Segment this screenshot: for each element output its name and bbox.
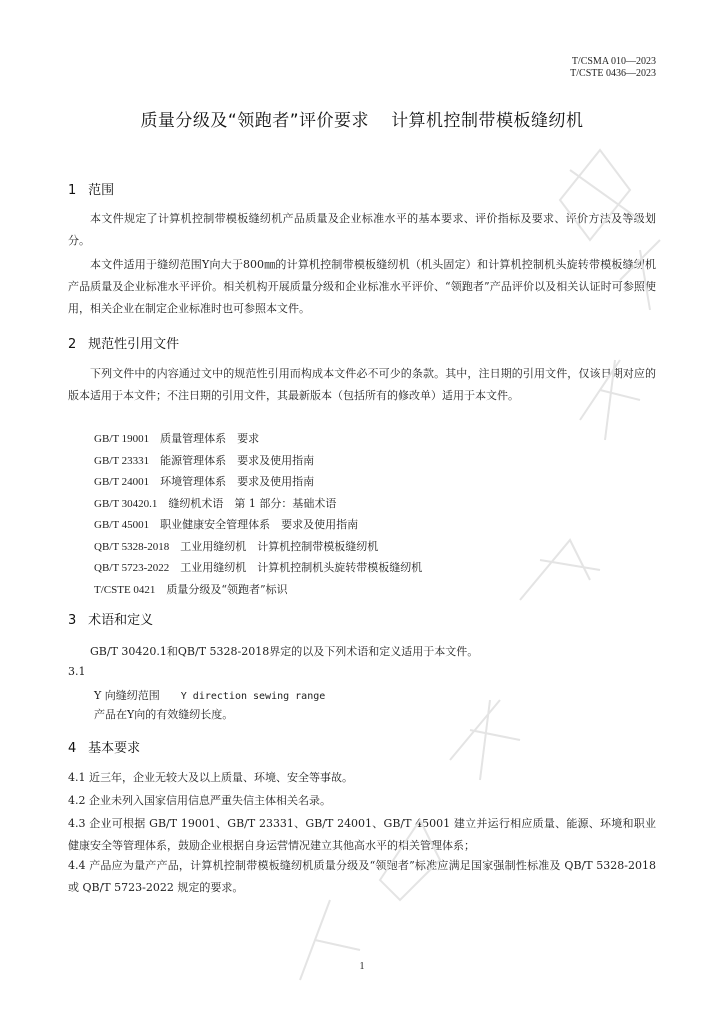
standard-code-cste: T/CSTE 0436—2023 <box>570 68 656 79</box>
term-number: 3.1 <box>68 665 86 678</box>
section-3-heading: 3 术语和定义 <box>68 613 154 628</box>
term-english: Y direction sewing range <box>180 691 326 702</box>
section-1-paragraph-1: 本文件规定了计算机控制带模板缝纫机产品质量及企业标准水平的基本要求、评价指标及要求、评价方法及等级划分。 <box>68 212 656 247</box>
reference-item: GB/T 45001 职业健康安全管理体系 要求及使用指南 <box>94 518 359 531</box>
reference-item: GB/T 23331 能源管理体系 要求及使用指南 <box>94 453 315 467</box>
reference-list <box>94 430 422 602</box>
section-3-paragraph-1: GB/T 30420.1和QB/T 5328-2018界定的以及下列术语和定义适用于本文件。 <box>90 645 479 658</box>
term-title <box>94 687 325 703</box>
reference-item: GB/T 19001 质量管理体系 要求 <box>94 432 260 445</box>
title-sub: 计算机控制带模板缝纫机 <box>391 111 584 131</box>
standard-code-csma: T/CSMA 010—2023 <box>571 56 656 67</box>
requirement-4-3: 4.3 企业可根据 GB/T 19001、GB/T 23331、GB/T 24001、GB/T 45001 建立并运行相应质量、能源、环境和职业健康安全等管理体系，鼓励企业根据自身运营情况建立其他高水平的相关管理体系； <box>68 817 656 852</box>
reference-item: GB/T 24001 环境管理体系 要求及使用指南 <box>94 475 315 488</box>
requirement-4-2: 4.2 企业未列入国家信用信息严重失信主体相关名录。 <box>68 794 331 807</box>
term-definition: 产品在Y向的有效缝纫长度。 <box>94 708 234 721</box>
requirement-4-1: 4.1 近三年，企业无较大及以上质量、环境、安全等事故。 <box>68 771 353 784</box>
requirement-4-4: 4.4 产品应为量产产品，计算机控制带模板缝纫机质量分级及“领跑者”标准应满足国家强制性标准及 QB/T 5328-2018 或 QB/T 5723-2022 规定的要求。 <box>68 859 656 894</box>
standard-codes <box>570 56 656 80</box>
term-chinese: Y 向缝纫范围 <box>94 689 160 702</box>
reference-item: QB/T 5328-2018 工业用缝纫机 计算机控制带模板缝纫机 <box>94 539 379 553</box>
section-1-paragraph-2: 本文件适用于缝纫范围Y向大于800㎜的计算机控制带模板缝纫机（机头固定）和计算机控制机头旋转带模板缝纫机产品质量及企业标准水平评价。相关机构开展质量分级和企业标准水平评价、“领跑者”产品评价以及相关认证时可参照使用，相关企业在制定企业标准时也可参照本文件。 <box>68 258 656 315</box>
reference-item: T/CSTE 0421 质量分级及“领跑者”标识 <box>94 582 288 596</box>
title-main: 质量分级及“领跑者”评价要求 <box>140 111 370 131</box>
section-2-heading: 2 规范性引用文件 <box>68 337 180 352</box>
reference-item: GB/T 30420.1 缝纫机术语 第 1 部分：基础术语 <box>94 496 337 510</box>
section-1-heading: 1 范围 <box>68 183 115 198</box>
section-2-paragraph-1: 下列文件中的内容通过文中的规范性引用而构成本文件必不可少的条款。其中，注日期的引用文件，仅该日期对应的版本适用于本文件；不注日期的引用文件，其最新版本（包括所有的修改单）适用于本文件。 <box>68 367 656 402</box>
section-4-heading: 4 基本要求 <box>68 741 141 756</box>
reference-item: QB/T 5723-2022 工业用缝纫机 计算机控制机头旋转带模板缝纫机 <box>94 561 423 574</box>
document-title <box>0 106 724 131</box>
page-number: 1 <box>359 961 365 972</box>
